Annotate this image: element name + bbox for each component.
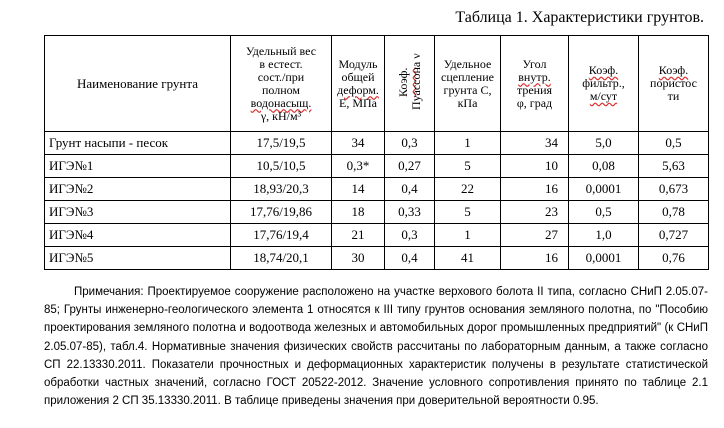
header-cohesion-line: грунта C, <box>443 82 492 97</box>
header-soil-name: Наименование грунта <box>45 36 231 132</box>
table-row <box>45 224 709 247</box>
table-row <box>45 178 709 201</box>
header-modulus-line: E, МПа <box>339 95 377 110</box>
header-friction-line: φ, град <box>516 95 553 110</box>
header-filtration-line: Коэф. <box>588 63 619 77</box>
header-filtration-line: м/сут <box>589 89 618 103</box>
cell-filtration: 5,0 <box>569 132 639 155</box>
header-poisson-line: Пуассона ν <box>408 53 423 111</box>
table-row <box>45 201 709 224</box>
cell-soil-name <box>45 132 231 155</box>
cell-cohesion: 41 <box>435 247 501 270</box>
soil-name-text: Грунт насыпи - песок <box>49 135 169 150</box>
cell-soil-name: ИГЭ№1 <box>45 155 231 178</box>
header-cohesion <box>435 36 501 132</box>
cell-poisson: 0,3 <box>385 224 435 247</box>
cell-unit-weight: 17,5/19,5 <box>231 132 332 155</box>
cell-modulus: 21 <box>332 224 385 247</box>
cell-filtration: 0,08 <box>569 155 639 178</box>
header-modulus-line: Модуль <box>338 56 378 71</box>
header-row <box>45 36 709 132</box>
header-unit-weight-line: водонасыщ. <box>250 95 312 110</box>
header-unit-weight <box>231 36 332 132</box>
cell-poisson: 0,4 <box>385 247 435 270</box>
header-friction <box>501 36 569 132</box>
header-unit-weight-line: γ, кН/м³ <box>260 108 302 123</box>
header-poisson <box>385 36 435 132</box>
header-modulus-line: общей <box>341 69 375 84</box>
cell-soil-name: ИГЭ№5 <box>45 247 231 270</box>
cell-soil-name: ИГЭ№3 <box>45 201 231 224</box>
cell-modulus: 14 <box>332 178 385 201</box>
soil-properties-table <box>44 35 709 270</box>
cell-porosity: 0,727 <box>639 224 709 247</box>
cell-unit-weight: 17,76/19,4 <box>231 224 332 247</box>
cell-porosity: 0,5 <box>639 132 709 155</box>
cell-friction: 16 <box>501 247 569 270</box>
header-filtration <box>569 36 639 132</box>
notes-text: Примечания: Проектируемое сооружение расположено на участке верхового болота II типа, согласно СНиП 2.05.07-85; Грунты инженерно-геологического элемента 1 относятся к III типу грунтов основания земляного полотна, по "Пособию проектирования земляного полотна и водоотвода железных и автомобильных дорог промышленных предприятий" (к СНиП 2.05.07-85), табл.4. Нормативные значения физических свойств рассчитаны по лабораторным данным, а также согласно СП 22.13330.2011. Показатели прочностных и деформационных характеристик получены в результате статистической обработки частных значений, согласно ГОСТ 20522-2012. Значение условного сопротивления принято по таблице 2.1 приложения 2 СП 35.13330.2011. В таблице приведены значения при доверительной вероятности 0.95. <box>44 286 708 408</box>
cell-cohesion: 1 <box>435 132 501 155</box>
cell-cohesion: 5 <box>435 155 501 178</box>
header-friction-line: трения <box>516 82 553 97</box>
cell-porosity: 0,76 <box>639 247 709 270</box>
cell-unit-weight: 18,74/20,1 <box>231 247 332 270</box>
table-notes <box>44 283 708 410</box>
cell-unit-weight: 10,5/10,5 <box>231 155 332 178</box>
cell-soil-name: ИГЭ№2 <box>45 178 231 201</box>
header-cohesion-line: кПа <box>457 95 478 110</box>
cell-friction: 27 <box>501 224 569 247</box>
cell-cohesion: 5 <box>435 201 501 224</box>
table-row <box>45 247 709 270</box>
table-row <box>45 155 709 178</box>
cell-friction: 10 <box>501 155 569 178</box>
header-filtration-line: фильтр., <box>582 76 625 90</box>
cell-modulus: 18 <box>332 201 385 224</box>
header-poisson-line: Коэф. <box>395 67 410 97</box>
cell-friction: 34 <box>501 132 569 155</box>
header-unit-weight-line: сост./при <box>257 69 305 84</box>
cell-cohesion: 1 <box>435 224 501 247</box>
header-porosity-line: пористос <box>650 76 697 90</box>
cell-unit-weight: 17,76/19,86 <box>231 201 332 224</box>
table-caption: Таблица 1. Характеристики грунтов. <box>455 9 704 26</box>
cell-modulus: 34 <box>332 132 385 155</box>
cell-porosity: 0,78 <box>639 201 709 224</box>
header-unit-weight-line: Удельный вес <box>245 43 317 58</box>
header-unit-weight-line: полном <box>261 82 301 97</box>
cell-filtration: 1,0 <box>569 224 639 247</box>
cell-poisson: 0,3 <box>385 132 435 155</box>
header-cohesion-line: сцепление <box>441 69 494 84</box>
cell-filtration: 0,0001 <box>569 247 639 270</box>
table-row <box>45 132 709 155</box>
header-cohesion-line: Удельное <box>443 56 492 71</box>
cell-poisson: 0,27 <box>385 155 435 178</box>
header-porosity <box>639 36 709 132</box>
header-unit-weight-line: в естест. <box>259 56 303 71</box>
cell-unit-weight: 18,93/20,3 <box>231 178 332 201</box>
cell-modulus: 30 <box>332 247 385 270</box>
header-friction-line: Угол <box>522 56 547 71</box>
cell-cohesion: 22 <box>435 178 501 201</box>
cell-porosity: 5,63 <box>639 155 709 178</box>
header-porosity-line: Коэф. <box>658 63 689 77</box>
cell-porosity: 0,673 <box>639 178 709 201</box>
header-modulus <box>332 36 385 132</box>
cell-soil-name: ИГЭ№4 <box>45 224 231 247</box>
cell-friction: 16 <box>501 178 569 201</box>
cell-friction: 23 <box>501 201 569 224</box>
header-poisson-vertical <box>397 37 423 127</box>
cell-filtration: 0,5 <box>569 201 639 224</box>
cell-poisson: 0,4 <box>385 178 435 201</box>
cell-poisson: 0,33 <box>385 201 435 224</box>
header-modulus-line: деформ. <box>337 82 379 97</box>
header-friction-line: внутр. <box>518 69 551 84</box>
cell-filtration: 0,0001 <box>569 178 639 201</box>
cell-modulus: 0,3* <box>332 155 385 178</box>
header-porosity-line: ти <box>667 89 680 103</box>
